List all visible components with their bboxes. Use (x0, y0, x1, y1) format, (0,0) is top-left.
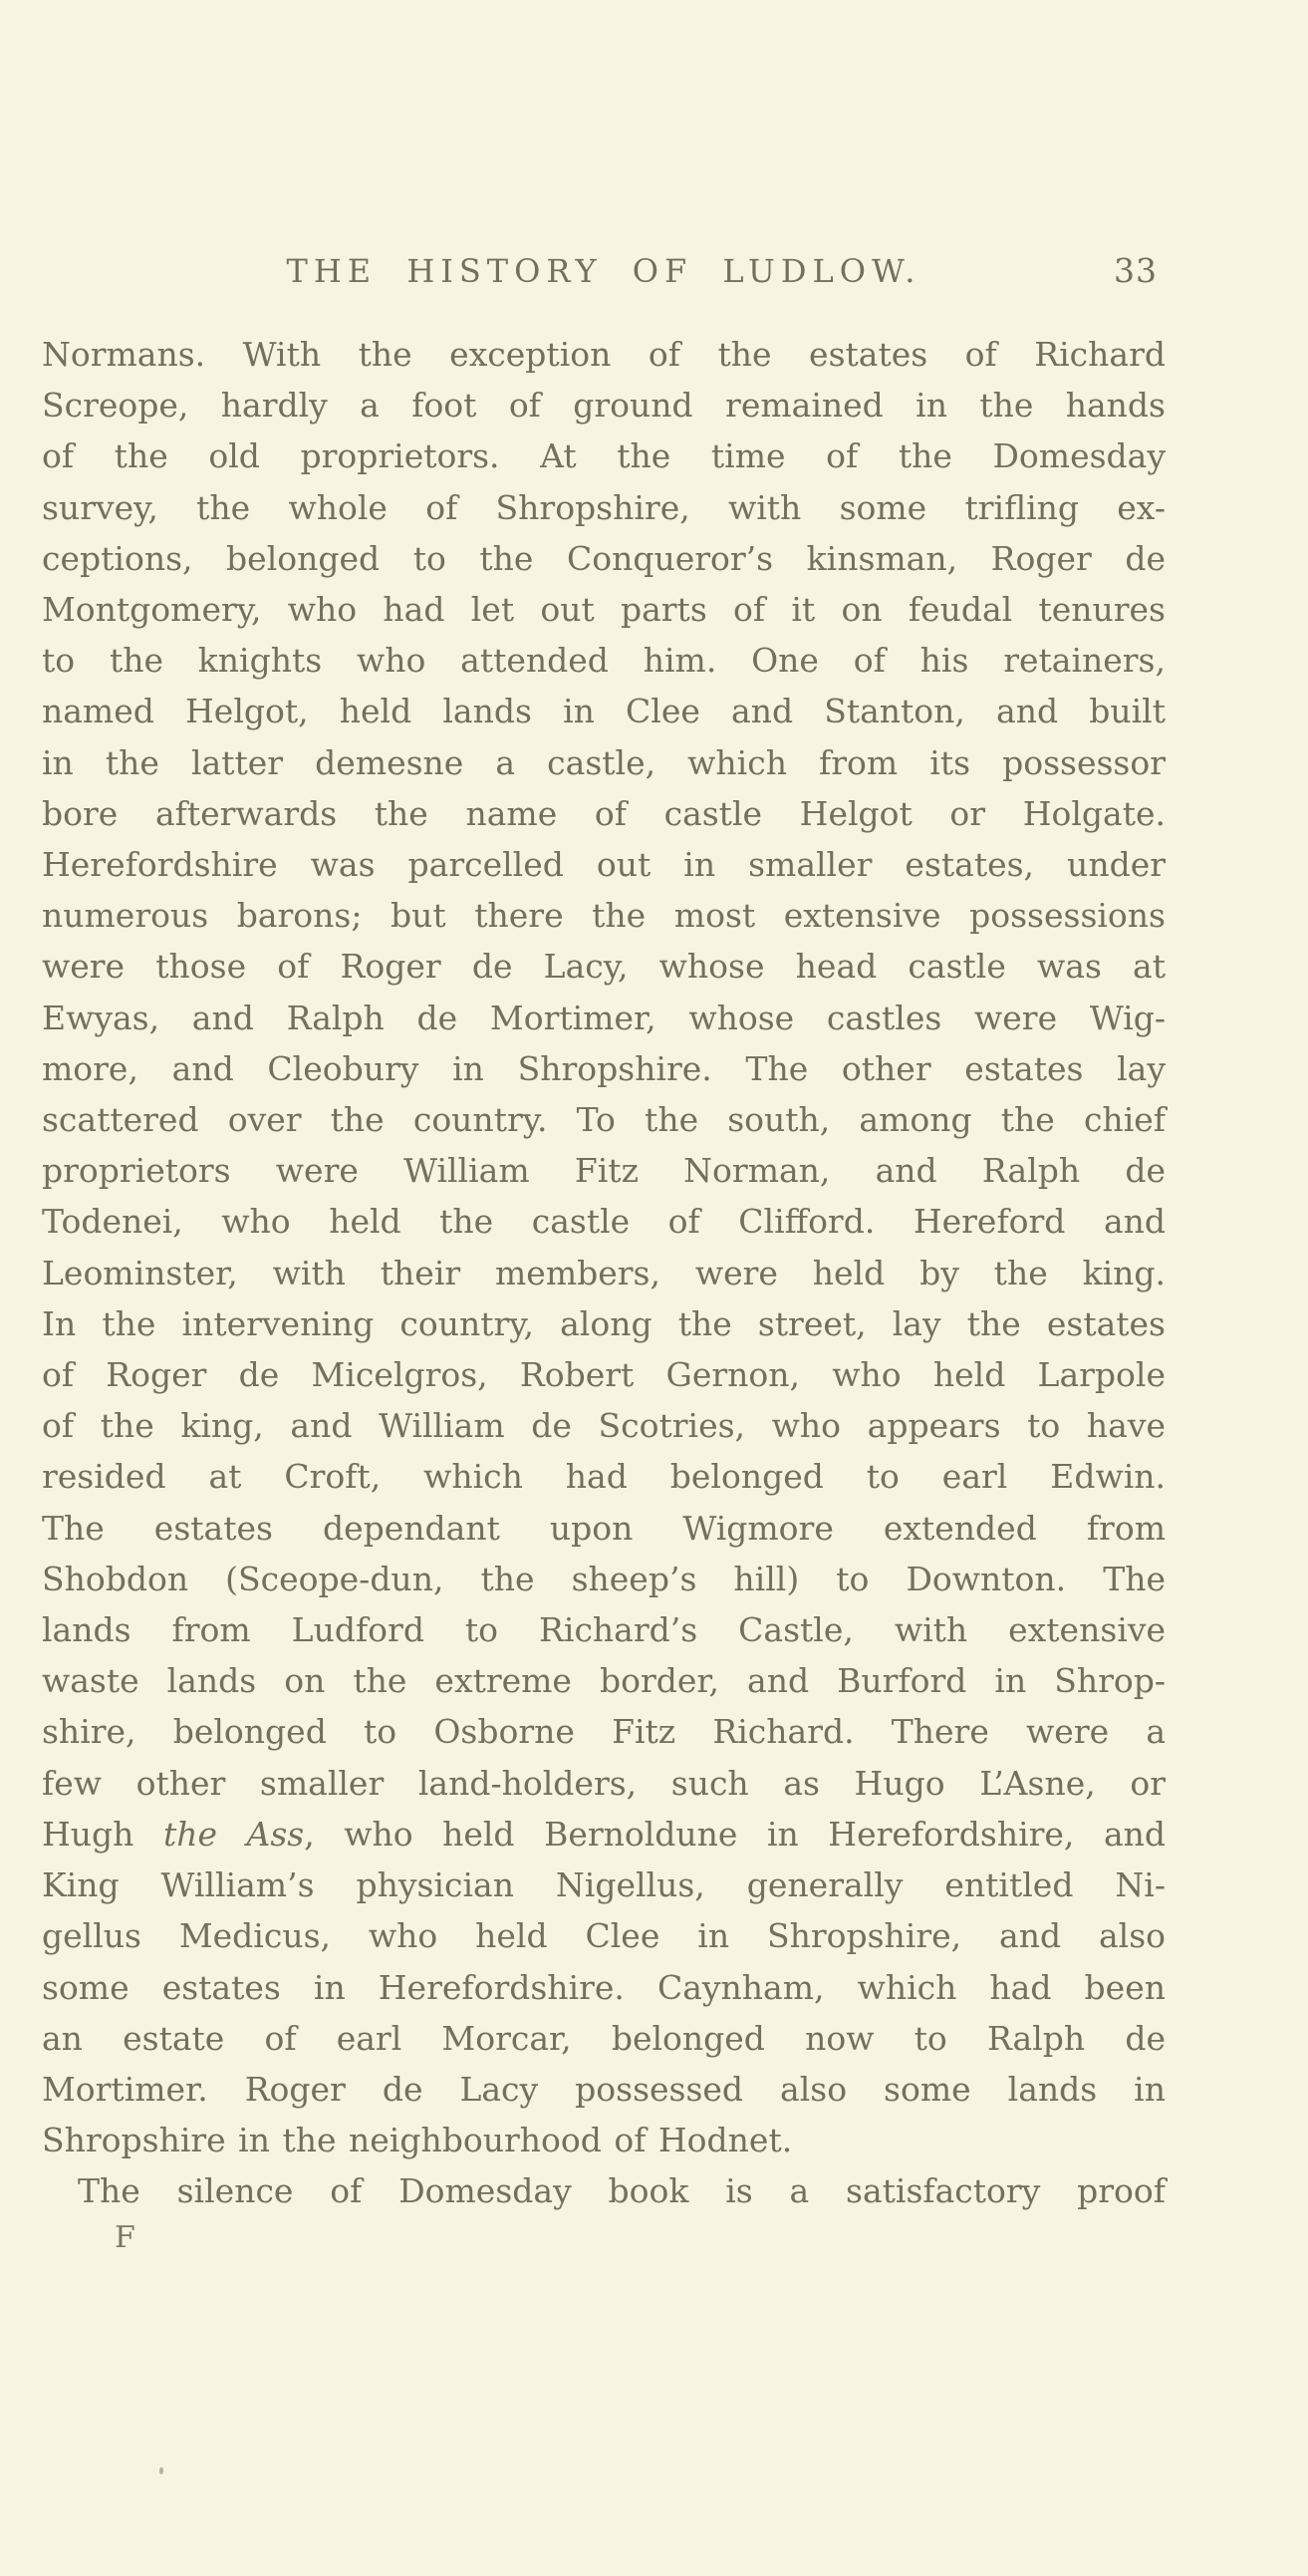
text-line: In the intervening country, along the street, lay the estates (42, 1303, 1166, 1343)
italic-text: the Ass (162, 1814, 305, 1854)
text-line: Mortimer. Roger de Lacy possessed also some lands in (42, 2069, 1166, 2109)
text-line: to the knights who attended him. One of his retainers, (42, 641, 1166, 681)
text-segment: Hugh (42, 1814, 163, 1854)
text-line: of the king, and William de Scotries, who appears to have (42, 1406, 1166, 1446)
text-line: Normans. With the exception of the estates of Richard (42, 335, 1166, 374)
text-line: of the old proprietors. At the time of the Domesday (42, 436, 1166, 476)
text-line: more, and Cleobury in Shropshire. The other estates lay (42, 1048, 1166, 1088)
scan-speck (159, 2467, 163, 2474)
text-line: Montgomery, who had let out parts of it on feudal tenures (42, 590, 1166, 630)
text-line: few other smaller land-holders, such as Hugo L’Asne, or (42, 1763, 1166, 1803)
text-line: were those of Roger de Lacy, whose head castle was at (42, 947, 1166, 987)
text-line: Ewyas, and Ralph de Mortimer, whose castles were Wig- (42, 998, 1166, 1037)
text-line: The estates dependant upon Wigmore extended from (42, 1508, 1166, 1548)
text-line: Todenei, who held the castle of Clifford. Hereford and (42, 1202, 1166, 1242)
text-line: survey, the whole of Shropshire, with some trifling ex- (42, 487, 1166, 527)
text-line: Leominster, with their members, were held by the king. (42, 1253, 1166, 1292)
running-header (42, 249, 1166, 293)
text-line: named Helgot, held lands in Clee and Stanton, and built (42, 692, 1166, 731)
body-text (42, 329, 1166, 2217)
running-title: THE HISTORY OF LUDLOW. (286, 252, 921, 290)
text-line: Shobdon (Sceope-dun, the sheep’s hill) to Downton. The (42, 1559, 1166, 1598)
text-line: proprietors were William Fitz Norman, and Ralph de (42, 1151, 1166, 1191)
text-line: in the latter demesne a castle, which from its possessor (42, 742, 1166, 782)
text-line: Herefordshire was parcelled out in smaller estates, under (42, 845, 1166, 885)
text-line: numerous barons; but there the most extensive possessions (42, 896, 1166, 936)
text-line: King William’s physician Nigellus, generally entitled Ni- (42, 1865, 1166, 1905)
text-line: scattered over the country. To the south, among the chief (42, 1100, 1166, 1140)
text-segment: , who held Bernoldune in Herefordshire, and (304, 1814, 1166, 1854)
text-line: Shropshire in the neighbourhood of Hodnet. (42, 2121, 793, 2160)
text-line: some estates in Herefordshire. Caynham, which had been (42, 1967, 1166, 2007)
text-line: bore afterwards the name of castle Helgot or Holgate. (42, 793, 1166, 833)
text-line: resided at Croft, which had belonged to earl Edwin. (42, 1457, 1166, 1497)
text-line: Screope, hardly a foot of ground remained in the hands (42, 386, 1166, 426)
text-line: The silence of Domesday book is a satisfactory proof (78, 2171, 1166, 2211)
text-line: shire, belonged to Osborne Fitz Richard. There were a (42, 1712, 1166, 1752)
text-line: lands from Ludford to Richard’s Castle, with extensive (42, 1610, 1166, 1650)
text-line: ceptions, belonged to the Conqueror’s kinsman, Roger de (42, 538, 1166, 578)
text-line: gellus Medicus, who held Clee in Shropshire, and also (42, 1916, 1166, 1956)
text-line (42, 1809, 1166, 1860)
text-line: of Roger de Micelgros, Robert Gernon, who held Larpole (42, 1355, 1166, 1395)
text-line: an estate of earl Morcar, belonged now to Ralph de (42, 2018, 1166, 2058)
signature-mark: F (115, 2220, 135, 2255)
page-number: 33 (1114, 251, 1158, 290)
text-line: waste lands on the extreme border, and Burford in Shrop- (42, 1661, 1166, 1701)
